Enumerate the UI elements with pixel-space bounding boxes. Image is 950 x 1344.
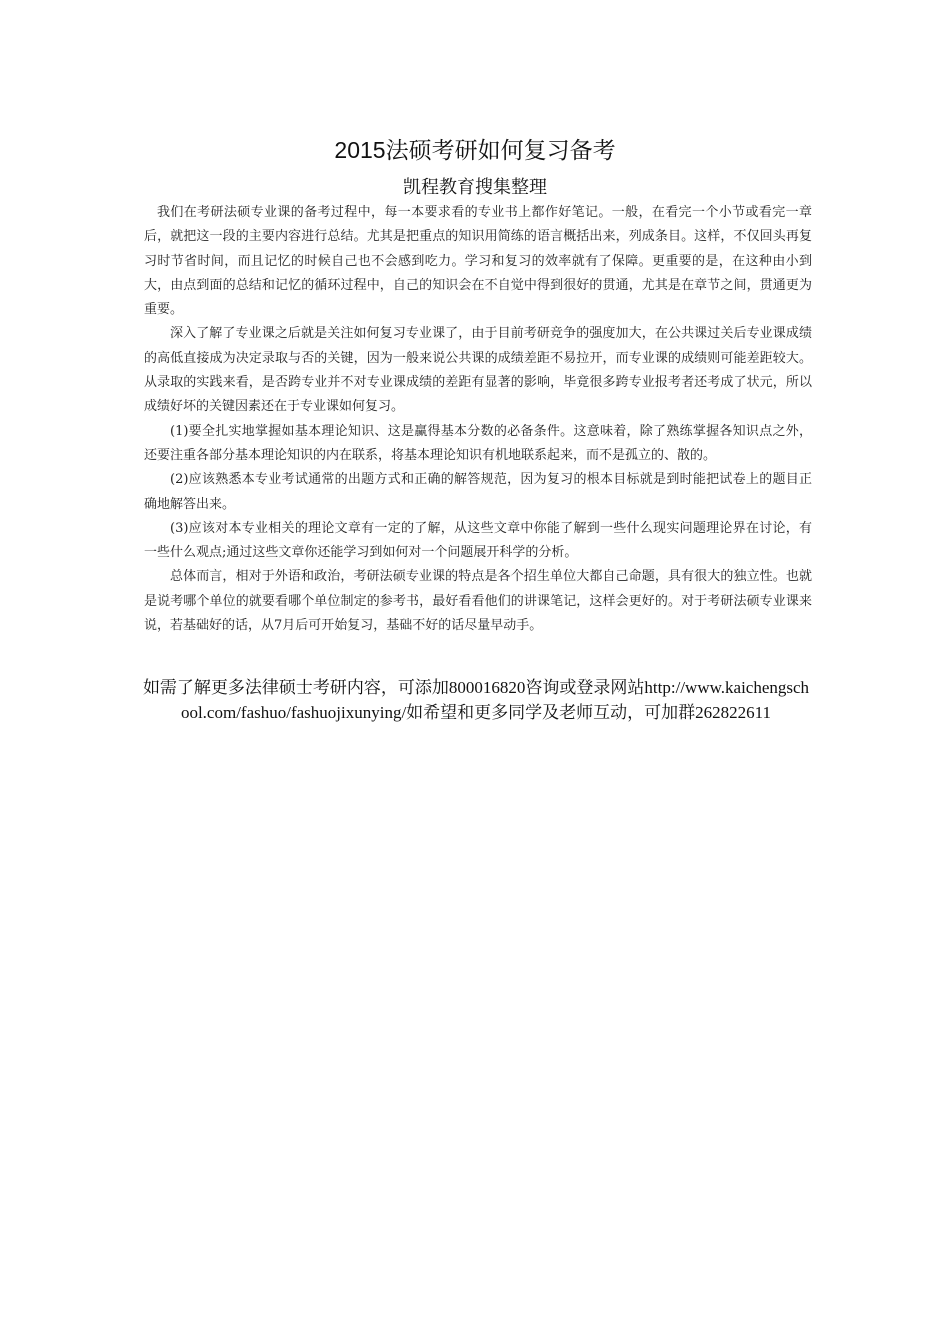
document-body <box>144 201 812 638</box>
paragraph-notes: 我们在考研法硕专业课的备考过程中，每一本要求看的专业书上都作好笔记。一般，在看完一个小节或看完一章后，就把这一段的主要内容进行总结。尤其是把重点的知识用简练的语言概括出来，列成条目。这样，不仅回头再复习时节省时间，而且记忆的时候自己也不会感到吃力。学习和复习的效率就有了保障。更重要的是，在这种由小到大，由点到面的总结和记忆的循环过程中，自己的知识会在不自觉中得到很好的贯通，尤其是在章节之间，贯通更为重要。 <box>144 205 812 318</box>
paragraph-review-focus: 深入了解了专业课之后就是关注如何复习专业课了，由于目前考研竞争的强度加大，在公共课过关后专业课成绩的高低直接成为决定录取与否的关键，因为一般来说公共课的成绩差距不易拉开，而专业课的成绩则可能差距较大。从录取的实践来看，是否跨专业并不对专业课成绩的差距有显著的影响，毕竟很多跨专业报考者还考成了状元，所以成绩好坏的关键因素还在于专业课如何复习。 <box>144 326 812 415</box>
paragraph-summary: 总体而言，相对于外语和政治，考研法硕专业课的特点是各个招生单位大都自己命题，具有很大的独立性。也就是说考哪个单位的就要看哪个单位制定的参考书，最好看看他们的讲课笔记，这样会更好的。对于考研法硕专业课来说，若基础好的话，从7月后可开始复习，基础不好的话尽量早动手。 <box>144 569 812 634</box>
document-subtitle: 凯程教育搜集整理 <box>403 177 547 197</box>
paragraph-point-3: (3)应该对本专业相关的理论文章有一定的了解，从这些文章中你能了解到一些什么现实问题理论界在讨论，有一些什么观点;通过这些文章你还能学习到如何对一个问题展开科学的分析。 <box>144 520 812 561</box>
paragraph-point-2: (2)应该熟悉本专业考试通常的出题方式和正确的解答规范，因为复习的根本目标就是到时能把试卷上的题目正确地解答出来。 <box>144 472 812 512</box>
contact-footer: 如需了解更多法律硕士考研内容，可添加800016820咨询或登录网站http://www.kaichengschool.com/fashuo/fashuojixunying/如希望和更多同学及老师互动，可加群262822611 <box>142 678 810 722</box>
paragraph-point-1: (1)要全扎实地掌握如基本理论知识、这是赢得基本分数的必备条件。这意味着，除了熟练掌握各知识点之外，还要注重各部分基本理论知识的内在联系，将基本理论知识有机地联系起来，而不是孤立的、散的。 <box>144 423 812 463</box>
document-title: 2015法硕考研如何复习备考 <box>334 137 616 163</box>
